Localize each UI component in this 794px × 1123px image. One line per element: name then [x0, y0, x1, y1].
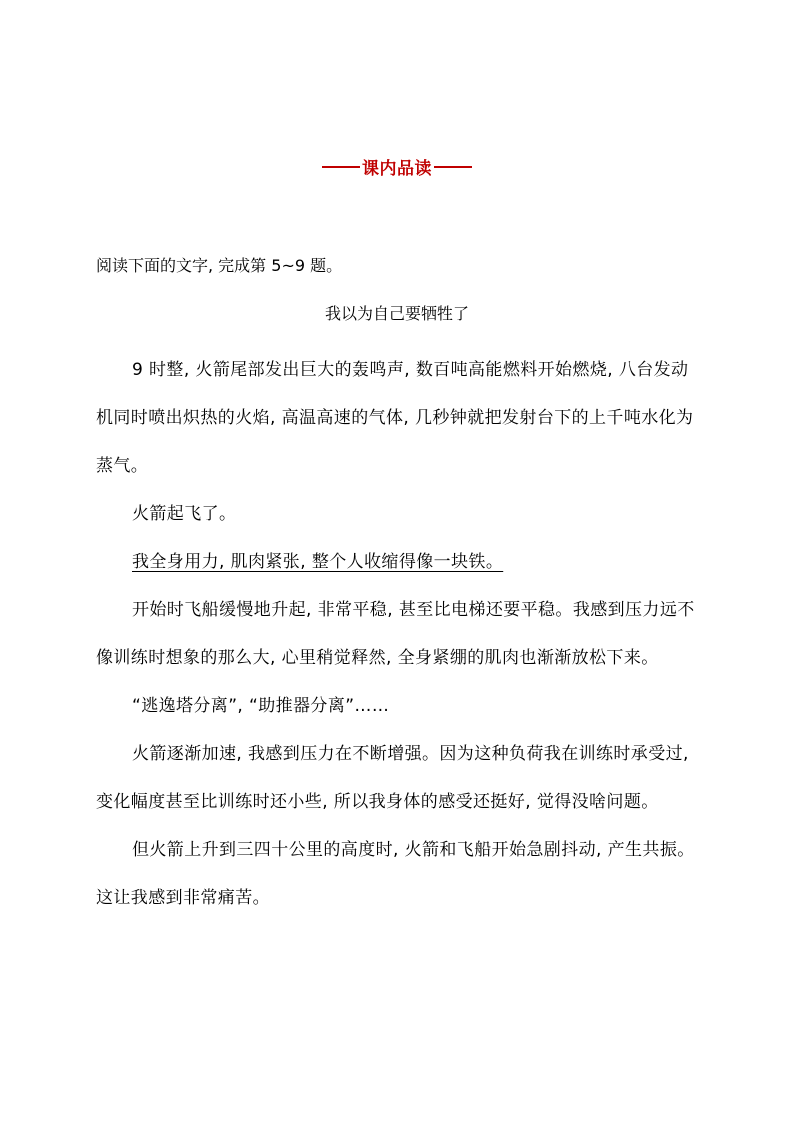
- paragraph: 火箭起飞了。: [132, 504, 237, 524]
- article-body: [96, 346, 698, 922]
- article-title: 我以为自己要牺牲了: [324, 304, 469, 323]
- paragraph: 但火箭上升到三四十公里的高度时, 火箭和飞船开始急剧抖动, 产生共振。这让我感到非常痛苦。: [96, 840, 695, 908]
- paragraph: 开始时飞船缓慢地升起, 非常平稳, 甚至比电梯还要平稳。我感到压力远不像训练时想象的那么大, 心里稍觉释然, 全身紧绷的肌肉也渐渐放松下来。: [96, 600, 695, 668]
- underlined-sentence: 我全身用力, 肌肉紧张, 整个人收缩得像一块铁。: [132, 552, 504, 572]
- section-header: [0, 157, 794, 181]
- paragraph: “逃逸塔分离”, “助推器分离”……: [132, 696, 390, 716]
- left-dash-decoration: [322, 166, 360, 168]
- right-dash-decoration: [434, 166, 472, 168]
- reading-instruction: 阅读下面的文字, 完成第 5~9 题。: [96, 256, 343, 275]
- paragraph-underlined: [96, 538, 698, 586]
- paragraph: 9 时整, 火箭尾部发出巨大的轰鸣声, 数百吨高能燃料开始燃烧, 八台发动机同时喷出炽热的火焰, 高温高速的气体, 几秒钟就把发射台下的上千吨水化为蒸气。: [96, 360, 694, 476]
- section-header-title: 课内品读: [362, 159, 432, 179]
- paragraph: 火箭逐渐加速, 我感到压力在不断增强。因为这种负荷我在训练时承受过, 变化幅度甚至比训练时还小些, 所以我身体的感受还挺好, 觉得没啥问题。: [96, 744, 689, 812]
